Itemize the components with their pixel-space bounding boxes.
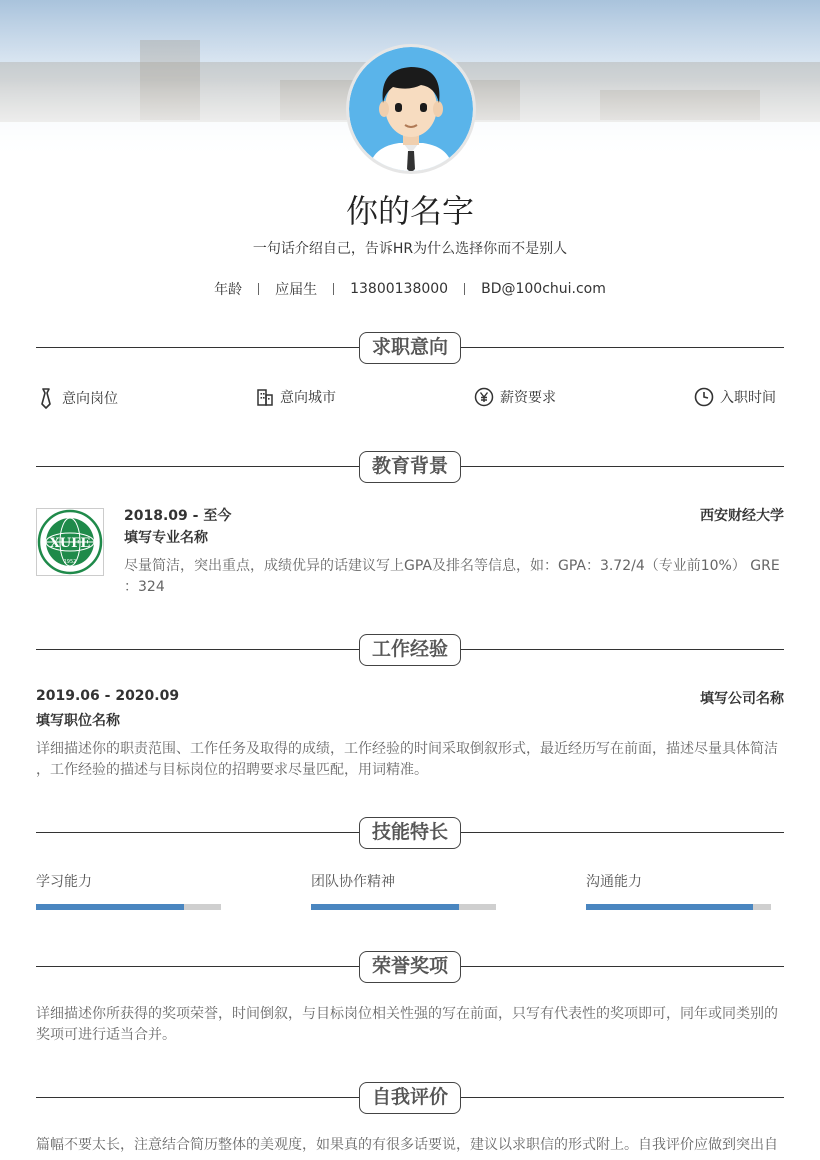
- section-education: [36, 451, 784, 483]
- section-title: 工作经验: [359, 634, 461, 666]
- job-intent: [36, 387, 784, 411]
- desc-line: 详细描述你的职责范围、工作任务及取得的成绩，工作经验的时间采取倒叙形式，最近经历写在前面，描述尽量具体简洁: [36, 741, 778, 757]
- tagline: 一句话介绍自己，告诉HR为什么选择你而不是别人: [252, 241, 568, 257]
- desc-line: 篇幅不要太长，注意结合简历整体的美观度，如果真的有很多话要说，建议以求职信的形式附上。自我评价应做到突出自: [36, 1137, 778, 1153]
- intent-salary-label: 薪资要求: [500, 390, 556, 406]
- section-work: [36, 634, 784, 666]
- desc-line: 详细描述你所获得的奖项荣誉，时间倒叙，与目标岗位相关性强的写在前面，只写有代表性的奖项即可，同年或同类别的: [36, 1006, 778, 1022]
- avatar-illustration: [349, 47, 473, 171]
- intent-city: [256, 387, 336, 407]
- self-evaluation-description: [36, 1135, 784, 1156]
- email[interactable]: BD@100chui.com: [481, 281, 606, 297]
- section-honors: [36, 951, 784, 983]
- school-logo: [36, 508, 104, 576]
- education-date: 2018.09 - 至今: [124, 508, 232, 524]
- work-description: [36, 739, 784, 781]
- divider: [333, 283, 334, 295]
- section-title: 荣誉奖项: [359, 951, 461, 983]
- skill-label: 团队协作精神: [311, 874, 395, 890]
- skill-label: 沟通能力: [586, 874, 642, 890]
- skill-item: [311, 871, 496, 910]
- school-seal-icon: [37, 509, 103, 575]
- company-name: 填写公司名称: [700, 691, 784, 707]
- desc-line: 尽量简洁，突出重点，成绩优异的话建议写上GPA及排名等信息，如：GPA：3.72/4（专业前10%） GRE: [124, 558, 780, 574]
- section-title: 教育背景: [359, 451, 461, 483]
- tie-icon: [36, 387, 56, 409]
- avatar: [346, 44, 476, 174]
- section-skills: [36, 817, 784, 849]
- section-self-evaluation: [36, 1082, 784, 1114]
- yen-icon: [474, 387, 494, 407]
- age: 年龄: [214, 282, 243, 298]
- skill-bar: [311, 904, 496, 910]
- work-date: 2019.06 - 2020.09: [36, 688, 180, 704]
- skill-bar-fill: [311, 904, 459, 910]
- section-title: 自我评价: [359, 1082, 461, 1114]
- desc-line: ：324: [124, 579, 165, 595]
- education-description: [124, 556, 784, 598]
- intent-salary: [474, 387, 556, 407]
- intent-start: [694, 387, 776, 407]
- building-icon: [256, 387, 274, 407]
- divider: [258, 283, 259, 295]
- svg-text:1952: 1952: [63, 559, 77, 565]
- intent-city-label: 意向城市: [280, 390, 336, 406]
- svg-text:XUFE: XUFE: [49, 536, 91, 551]
- desc-line: ，工作经验的描述与目标岗位的招聘要求尽量匹配，用词精准。: [36, 762, 428, 778]
- school-name: 西安财经大学: [700, 508, 784, 524]
- skill-item: [36, 871, 221, 910]
- skill-label: 学习能力: [36, 874, 92, 890]
- job-title: 填写职位名称: [36, 713, 120, 729]
- section-title: 求职意向: [359, 332, 461, 364]
- skill-bar: [36, 904, 221, 910]
- candidate-name: 你的名字: [345, 192, 474, 230]
- intent-start-label: 入职时间: [720, 390, 776, 406]
- intent-position: [36, 387, 118, 409]
- skill-bar-fill: [36, 904, 184, 910]
- section-title: 技能特长: [359, 817, 461, 849]
- phone: 13800138000: [350, 281, 449, 297]
- clock-icon: [694, 387, 714, 407]
- honors-description: [36, 1004, 784, 1046]
- section-intent: [36, 332, 784, 364]
- desc-line: 奖项可进行适当合并。: [36, 1027, 176, 1043]
- skill-item: [586, 871, 771, 910]
- contact-info: [0, 279, 820, 299]
- skill-bar-fill: [586, 904, 753, 910]
- divider: [464, 283, 465, 295]
- major-name: 填写专业名称: [124, 530, 208, 546]
- graduate-status: 应届生: [275, 282, 318, 298]
- intent-position-label: 意向岗位: [62, 391, 118, 407]
- skill-bar: [586, 904, 771, 910]
